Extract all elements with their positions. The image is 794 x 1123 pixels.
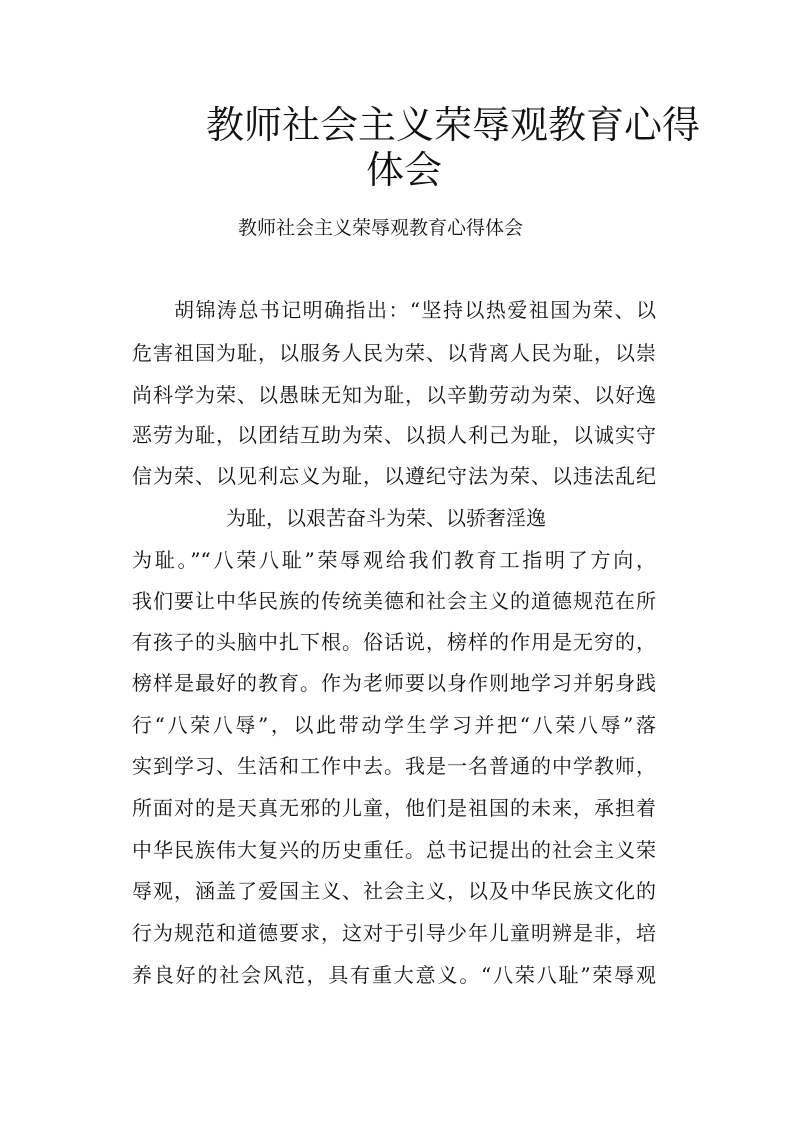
document-subtitle: 教师社会主义荣辱观教育心得体会	[238, 217, 524, 239]
body-paragraph-line: 信为荣、以见利忘义为耻，以遵纪守法为荣、以违法乱纪	[132, 464, 656, 488]
body-paragraph-line: 实到学习、生活和工作中去。我是一名普通的中学教师，	[132, 754, 656, 778]
body-paragraph-line: 胡锦涛总书记明确指出：“坚持以热爱祖国为荣、以	[174, 298, 656, 322]
body-paragraph-line: 恶劳为耻，以团结互助为荣、以损人利己为耻，以诚实守	[132, 423, 656, 447]
body-paragraph-line: 为耻，以艰苦奋斗为荣、以骄奢淫逸	[226, 506, 546, 530]
document-title-line-1: 教师社会主义荣辱观教育心得	[206, 103, 701, 147]
body-paragraph-line: 有孩子的头脑中扎下根。俗话说，榜样的作用是无穷的，	[132, 630, 656, 654]
body-paragraph-line: 危害祖国为耻，以服务人民为荣、以背离人民为耻，以崇	[132, 341, 656, 365]
body-paragraph-line: 行为规范和道德要求，这对于引导少年儿童明辨是非，培	[132, 921, 656, 945]
body-paragraph-line: 为耻。”“八荣八耻”荣辱观给我们教育工指明了方向，	[132, 548, 656, 572]
body-paragraph-line: 榜样是最好的教育。作为老师要以身作则地学习并躬身践	[132, 671, 656, 695]
body-paragraph-line: 所面对的是天真无邪的儿童，他们是祖国的未来，承担着	[132, 796, 656, 820]
document-title-line-2: 体会	[366, 148, 443, 192]
body-paragraph-line: 尚科学为荣、以愚昧无知为耻，以辛勤劳动为荣、以好逸	[132, 383, 656, 407]
body-paragraph-line: 行“八荣八辱”，以此带动学生学习并把“八荣八辱”落	[132, 713, 656, 737]
body-paragraph-line: 中华民族伟大复兴的历史重任。总书记提出的社会主义荣	[132, 838, 656, 862]
body-paragraph-line: 我们要让中华民族的传统美德和社会主义的道德规范在所	[132, 589, 656, 613]
body-paragraph-line: 辱观，涵盖了爱国主义、社会主义，以及中华民族文化的	[132, 879, 656, 903]
body-paragraph-line: 养良好的社会风范，具有重大意义。“八荣八耻”荣辱观	[132, 963, 656, 987]
